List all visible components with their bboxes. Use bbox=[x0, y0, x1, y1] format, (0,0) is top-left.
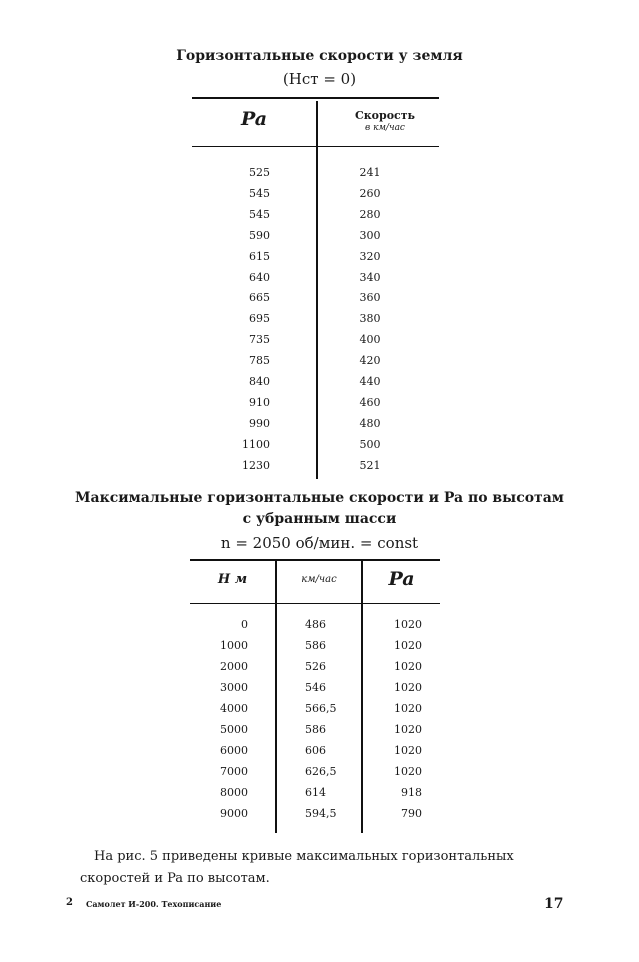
table1-top-rule bbox=[192, 97, 439, 99]
table1-cell-speed: 340 bbox=[359, 270, 381, 284]
table2-cell-altitude: 0 bbox=[241, 618, 248, 631]
table2-cell-pa: 1020 bbox=[394, 618, 422, 631]
table2-cell-pa: 918 bbox=[401, 786, 422, 799]
table1-column-divider bbox=[316, 101, 318, 479]
footer-signature-text: Самолет И-200. Техописание bbox=[86, 899, 222, 909]
table2-cell-pa: 790 bbox=[401, 807, 422, 820]
table2-cell-speed: 606 bbox=[305, 744, 326, 757]
table2-cell-pa: 1020 bbox=[394, 639, 422, 652]
table2-cell-pa: 1020 bbox=[394, 744, 422, 757]
table1-cell-pa: 840 bbox=[249, 375, 270, 388]
table2-subtitle: n = 2050 об/мин. = const bbox=[220, 534, 419, 552]
table1-cell-pa: 615 bbox=[249, 249, 270, 263]
table2-title-line1: Максимальные горизонтальные скорости и Pa по высотам bbox=[75, 490, 564, 506]
table2-cell-altitude: 3000 bbox=[220, 681, 248, 694]
table2-cell-pa: 1020 bbox=[394, 723, 422, 736]
table1-cell-pa: 640 bbox=[249, 270, 270, 284]
table2-cell-speed: 546 bbox=[305, 681, 326, 694]
table2-cell-pa: 1020 bbox=[394, 765, 422, 778]
table1-cell-speed: 320 bbox=[359, 249, 381, 263]
table1-cell-speed: 460 bbox=[359, 395, 381, 409]
table2-top-rule bbox=[190, 559, 440, 561]
table2-cell-altitude: 9000 bbox=[220, 807, 248, 820]
table1-cell-pa: 695 bbox=[249, 312, 270, 326]
table1-cell-speed: 480 bbox=[359, 416, 381, 430]
table1-cell-pa: 1100 bbox=[242, 437, 270, 451]
table2-cell-altitude: 5000 bbox=[220, 723, 248, 736]
table2-cell-speed: 566,5 bbox=[305, 702, 337, 715]
table1-header-speed bbox=[330, 109, 440, 135]
table2-column-divider-2 bbox=[361, 561, 363, 833]
table1-cell-speed: 521 bbox=[359, 458, 381, 472]
table1-header-speed-line2: в км/час bbox=[365, 123, 405, 133]
table2-cell-pa: 1020 bbox=[394, 702, 422, 715]
table2-cell-speed: 586 bbox=[305, 639, 326, 652]
page-number: 17 bbox=[544, 896, 564, 912]
footer-signature-number: 2 bbox=[66, 897, 73, 908]
table1-cell-pa: 545 bbox=[249, 186, 270, 200]
table2-header-speed: км/час bbox=[301, 574, 337, 585]
table1-cell-pa: 735 bbox=[249, 333, 270, 347]
table2-cell-pa: 1020 bbox=[394, 660, 422, 673]
table1-cell-speed: 440 bbox=[359, 375, 381, 388]
table1-cell-pa: 910 bbox=[249, 395, 270, 409]
table2-cell-altitude: 8000 bbox=[220, 786, 248, 799]
table2-header-pa: Pa bbox=[388, 568, 415, 590]
table1-cell-speed: 360 bbox=[359, 291, 381, 305]
table2-cell-speed: 594,5 bbox=[305, 807, 337, 820]
table1-cell-pa: 785 bbox=[249, 354, 270, 368]
table1-cell-pa: 990 bbox=[249, 416, 270, 430]
table1-title: Горизонтальные скорости у земля bbox=[176, 48, 463, 64]
table1-cell-speed: 300 bbox=[359, 228, 381, 242]
table1-cell-speed: 260 bbox=[359, 186, 381, 200]
table2-header-altitude: H м bbox=[217, 572, 248, 587]
table2-cell-altitude: 6000 bbox=[220, 744, 248, 757]
table1-cell-speed: 280 bbox=[359, 207, 381, 221]
table1-cell-pa: 1230 bbox=[242, 458, 270, 472]
table2-column-divider-1 bbox=[275, 561, 277, 833]
table1-cell-pa: 590 bbox=[249, 228, 270, 242]
table1-cell-pa: 545 bbox=[249, 207, 270, 221]
table2-cell-speed: 526 bbox=[305, 660, 326, 673]
table1-header-pa: Pa bbox=[240, 108, 268, 130]
table2-cell-speed: 586 bbox=[305, 723, 326, 736]
table2-cell-speed: 614 bbox=[305, 786, 326, 799]
table1-header-speed-line1: Скорость bbox=[354, 109, 416, 122]
table1-cell-speed: 420 bbox=[359, 354, 381, 368]
table1-subtitle: (Hст = 0) bbox=[282, 70, 357, 88]
table2-cell-speed: 486 bbox=[305, 618, 326, 631]
table2-cell-altitude: 2000 bbox=[220, 660, 248, 673]
table2-cell-altitude: 1000 bbox=[220, 639, 248, 652]
table2-cell-speed: 626,5 bbox=[305, 765, 337, 778]
body-paragraph: На рис. 5 приведены кривые максимальных горизонтальных скоростей и Pa по высотам. bbox=[80, 849, 514, 886]
table1-cell-speed: 500 bbox=[359, 437, 381, 451]
table1-cell-speed: 380 bbox=[359, 312, 381, 326]
table1-cell-pa: 665 bbox=[249, 291, 270, 305]
table2-title-line2: с убранным шасси bbox=[242, 511, 397, 527]
table1-cell-speed: 241 bbox=[359, 166, 381, 179]
table1-cell-pa: 525 bbox=[249, 166, 270, 179]
table2-cell-pa: 1020 bbox=[394, 681, 422, 694]
table2-cell-altitude: 4000 bbox=[220, 702, 248, 715]
table2-header-rule bbox=[190, 603, 440, 604]
table1-cell-speed: 400 bbox=[359, 333, 381, 347]
table2-cell-altitude: 7000 bbox=[220, 765, 248, 778]
